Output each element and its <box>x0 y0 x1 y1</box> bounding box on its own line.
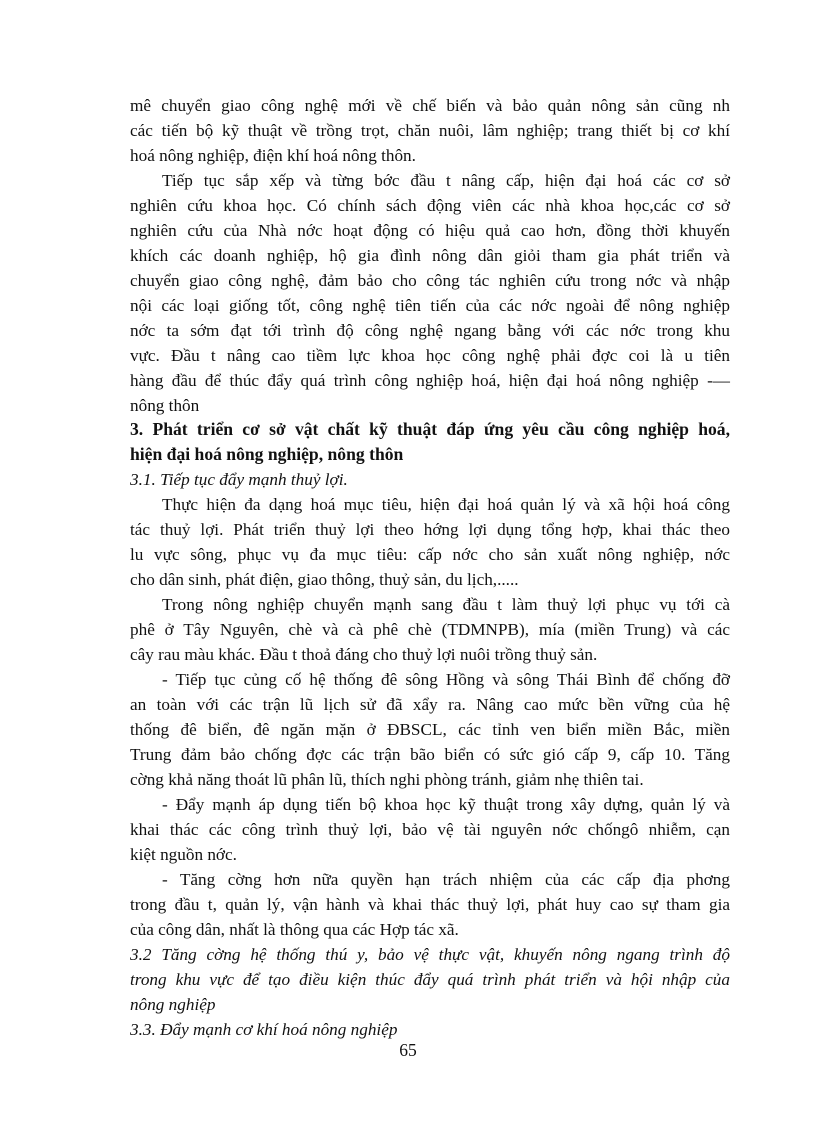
text-line: trong đầu t, quản lý, vận hành và khai thác thuỷ lợi, phát huy cao sự tham gia <box>130 895 730 914</box>
text-line: cây rau màu khác. Đầu t thoả đáng cho thuỷ lợi nuôi trồng thuỷ sản. <box>130 645 598 664</box>
text-line: nghiên cứu của Nhà nớc hoạt động có hiệu quả cao hơn, đồng thời khuyến <box>130 221 730 240</box>
page-number: 65 <box>399 1040 417 1060</box>
text-line: lu vực sông, phục vụ đa mục tiêu: cấp nớc cho sản xuất nông nghiệp, nớc <box>130 545 730 564</box>
text-line: phê ở Tây Nguyên, chè và cà phê chè (TDMNPB), mía (miền Trung) và các <box>130 620 730 639</box>
subsection-heading: 3.1. Tiếp tục đẩy mạnh thuỷ lợi. <box>130 470 348 489</box>
text-line: cờng khả năng thoát lũ phân lũ, thích nghi phòng tránh, giảm nhẹ thiên tai. <box>130 770 644 789</box>
subsection-heading: 3.2 Tăng cờng hệ thống thú y, bảo vệ thực vật, khuyến nông ngang trình độ <box>130 945 730 964</box>
text-line: cho dân sinh, phát điện, giao thông, thuỷ sản, du lịch,..... <box>130 570 519 589</box>
text-line: chuyển giao công nghệ, đảm bảo cho công tác nghiên cứu trong nớc và nhập <box>130 271 730 290</box>
text-line: vực. Đầu t nâng cao tiềm lực khoa học công nghệ phải đợc coi là u tiên <box>130 346 730 365</box>
text-line: nớc ta sớm đạt tới trình độ công nghệ ngang bằng với các nớc trong khu <box>130 321 730 340</box>
text-line: các tiến bộ kỹ thuật về trồng trọt, chăn nuôi, lâm nghiệp; trang thiết bị cơ khí <box>130 121 730 140</box>
text-line: an toàn với các trận lũ lịch sử đã xẩy ra. Nâng cao mức bền vững của hệ <box>130 695 730 714</box>
text-line: - Đẩy mạnh áp dụng tiến bộ khoa học kỹ thuật trong xây dựng, quản lý và <box>162 795 730 814</box>
text-line: kiệt nguồn nớc. <box>130 845 237 864</box>
text-line: Trong nông nghiệp chuyển mạnh sang đầu t làm thuỷ lợi phục vụ tới cà <box>162 595 730 614</box>
text-line: Tiếp tục sắp xếp và từng bớc đầu t nâng cấp, hiện đại hoá các cơ sở <box>162 171 730 190</box>
text-line: khai thác các công trình thuỷ lợi, bảo vệ tài nguyên nớc chốngô nhiễm, cạn <box>130 820 730 839</box>
subsection-heading: trong khu vực để tạo điều kiện thúc đẩy quá trình phát triển và hội nhập của <box>130 970 730 989</box>
section-heading: hiện đại hoá nông nghiệp, nông thôn <box>130 444 404 464</box>
text-line: hàng đầu để thúc đẩy quá trình công nghiệp hoá, hiện đại hoá nông nghiệp -— <box>130 371 730 390</box>
text-line: mê chuyển giao công nghệ mới về chế biến và bảo quản nông sản cũng nh <box>130 96 730 115</box>
text-line: khích các doanh nghiệp, hộ gia đình nông dân giỏi tham gia phát triển và <box>130 246 730 265</box>
text-line: hoá nông nghiệp, điện khí hoá nông thôn. <box>130 146 416 165</box>
text-line: - Tiếp tục củng cố hệ thống đê sông Hồng và sông Thái Bình để chống đỡ <box>162 670 730 689</box>
text-line: nội các loại giống tốt, công nghệ tiên tiến của các nớc ngoài để nông nghiệp <box>130 296 730 315</box>
text-line: thống đê biển, đê ngăn mặn ở ĐBSCL, các tỉnh ven biển miền Bắc, miền <box>130 720 730 739</box>
text-line: nông thôn <box>130 396 200 415</box>
section-heading: 3. Phát triển cơ sở vật chất kỹ thuật đáp ứng yêu cầu công nghiệp hoá, <box>130 419 730 439</box>
text-line: Thực hiện đa dạng hoá mục tiêu, hiện đại hoá quản lý và xã hội hoá công <box>162 495 730 514</box>
subsection-heading: nông nghiệp <box>130 995 216 1014</box>
text-line: nghiên cứu khoa học. Có chính sách động viên các nhà khoa học,các cơ sở <box>130 196 730 215</box>
subsection-heading: 3.3. Đẩy mạnh cơ khí hoá nông nghiệp <box>130 1020 398 1039</box>
text-line: của công dân, nhất là thông qua các Hợp tác xã. <box>130 920 459 939</box>
text-line: tác thuỷ lợi. Phát triển thuỷ lợi theo hớng lợi dụng tổng hợp, khai thác theo <box>130 520 730 539</box>
text-line: - Tăng cờng hơn nữa quyền hạn trách nhiệm của các cấp địa phơng <box>162 870 730 889</box>
text-line: Trung đảm bảo chống đợc các trận bão biển có sức gió cấp 9, cấp 10. Tăng <box>130 745 730 764</box>
